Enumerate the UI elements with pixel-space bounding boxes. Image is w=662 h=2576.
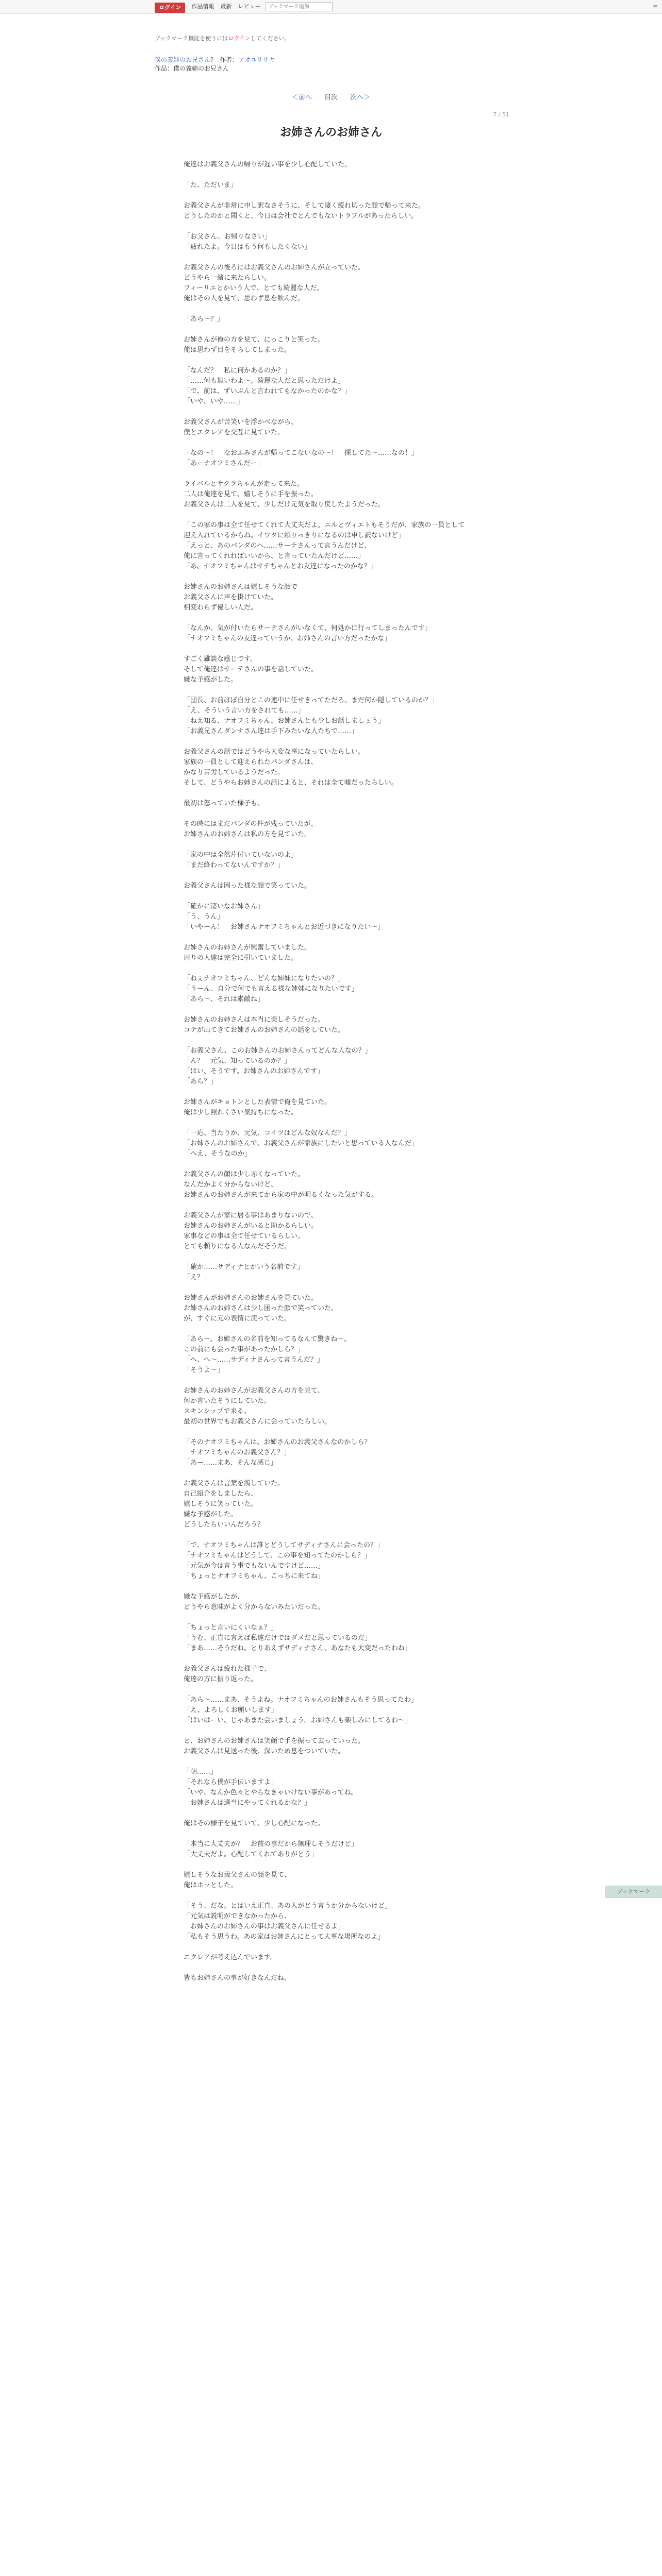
story-line: お姉さんのお姉さんが来てから家の中が明るくなった気がする。	[184, 1191, 378, 1199]
story-line: とても頼りになる人なんだそうだ。	[184, 1243, 291, 1250]
story-paragraph	[184, 1819, 493, 1829]
story-line: 「ねえ知る、ナオフミちゃん。お姉さんとも少しお話しましょう」	[184, 717, 385, 725]
story-line: その時にはまだパンダの件が残っていたが、	[184, 820, 318, 828]
story-line: ライバルとサクラちゃんが走って来た。	[184, 480, 304, 488]
story-line: 「お義父さん、このお姉さんのお姉さんってどんな人なの？」	[184, 1047, 372, 1055]
story-line: 「へ、へ〜……サディナさんって言うんだ？」	[184, 1356, 324, 1364]
story-paragraph	[184, 335, 493, 355]
story-paragraph	[184, 1293, 493, 1324]
story-line: 俺は少し照れくさい気持ちになった。	[184, 1109, 298, 1116]
story-line: 相変わらず優しい人だ。	[184, 604, 258, 612]
story-paragraph	[184, 1262, 493, 1283]
story-paragraph	[184, 1973, 493, 1984]
story-line: 自己紹介をしましたら、	[184, 1490, 258, 1498]
story-paragraph	[184, 1540, 493, 1582]
story-line: 「朝……」	[184, 1768, 218, 1776]
story-line: 「う、うん」	[184, 913, 224, 921]
story-line: 「ん？ 元気、知っているのか？」	[184, 1057, 291, 1065]
story-line: 「あーナオフミさんだー」	[184, 460, 264, 467]
floating-tab[interactable]: ブックマーク	[605, 1886, 662, 1898]
story-paragraph	[184, 314, 493, 325]
story-line: ナオフミちゃんのお義父さん？」	[184, 1449, 291, 1456]
series-link[interactable]: 僕の義姉のお兄さん?	[155, 56, 214, 63]
story-paragraph	[184, 1953, 493, 1963]
story-line: 「た、ただいま」	[184, 181, 238, 189]
story-line: 「元気は説明ができなかったから、	[184, 1912, 291, 1920]
story-line: 嬉しそうに笑っていた。	[184, 1500, 258, 1508]
story-paragraph	[184, 1128, 493, 1159]
story-paragraph	[184, 902, 493, 933]
story-line: 「あら〜？」	[184, 315, 224, 323]
story-paragraph	[184, 1097, 493, 1118]
story-line: 「あー……まあ、そんな感じ」	[184, 1459, 277, 1467]
story-line: 「はい、そうです。お姉さんのお姉さんです」	[184, 1067, 324, 1075]
story-line: 二人は俺達を見て、嬉しそうに手を振った。	[184, 490, 318, 498]
story-line: この前にも会った事があったかしら？」	[184, 1346, 304, 1353]
login-button[interactable]: ログイン	[155, 3, 185, 13]
story-line: 「確か……サディナとかいう名前です」	[184, 1263, 304, 1271]
menu-icon[interactable]: ≡	[652, 3, 658, 10]
story-line: 「え？」	[184, 1274, 211, 1281]
story-paragraph	[184, 1046, 493, 1087]
story-line: お姉さんがお姉さんのお姉さんを見ていた。	[184, 1294, 318, 1302]
login-notice	[155, 34, 290, 42]
author-label: 作者：	[220, 56, 239, 63]
story-paragraph	[184, 1211, 493, 1252]
author-link[interactable]: アオユリサヤ	[238, 56, 275, 63]
story-paragraph	[184, 799, 493, 809]
story-line: 嬉しそうなお義父さんの顔を見て、	[184, 1871, 291, 1879]
story-paragraph	[184, 696, 493, 737]
story-line: 家族の一員として迎えられたパンダさんは、	[184, 758, 318, 766]
story-line: 「この家の事は全て任せてくれて大丈夫だよ。ニルとヴィエトもそうだが、家族の一員として	[184, 521, 465, 529]
story-paragraph	[184, 1170, 493, 1200]
story-paragraph	[184, 623, 493, 644]
story-line: お義父さんに声を掛けていた。	[184, 594, 278, 601]
story-line: お姉さんのお姉さんは本当に楽しそうだった。	[184, 1016, 325, 1024]
story-line: お姉さんは適当にやってくれるかな？」	[184, 1799, 311, 1807]
story-line: エクレアが考え込んでいます。	[184, 1954, 277, 1961]
story-line: 「家の中は全然片付いていないのよ」	[184, 851, 298, 859]
story-line: 「疲れたよ。今日はもう何もしたくない」	[184, 243, 311, 251]
story-line: と、お姉さんのお姉さんは笑顔で手を振って去っていった。	[184, 1737, 365, 1745]
story-line: 何か言いたそうにしていた。	[184, 1397, 271, 1405]
story-paragraph	[184, 1437, 493, 1468]
story-line: 「大丈夫だよ。心配してくれてありがとう」	[184, 1851, 318, 1858]
story-line: お姉さんのお姉さんは嬉しそうな顔で	[184, 583, 298, 591]
story-paragraph	[184, 1767, 493, 1808]
story-line: お姉さんのお姉さんがいると助かるらしい。	[184, 1222, 318, 1230]
story-paragraph	[184, 1839, 493, 1860]
story-paragraph	[184, 1334, 493, 1376]
story-paragraph	[184, 582, 493, 613]
story-line: 僕とエクレアを交互に見ていた。	[184, 429, 285, 436]
story-line: 俺達の方に振り返った。	[184, 1675, 258, 1683]
story-line: 「元気が今は言う事でもないんですけど……」	[184, 1562, 325, 1570]
story-line: 「ちょっと言いにくいなぁ？」	[184, 1624, 278, 1632]
story-paragraph	[184, 180, 493, 191]
story-line: 「まだ終わってないんですか？」	[184, 861, 284, 869]
story-line: 「はいはーい、じゃあまた会いましょう。お姉さんも楽しみにしてるわ〜」	[184, 1717, 412, 1724]
story-line: 俺はその様子を見ていて、少し心配になった。	[184, 1820, 324, 1827]
story-line: 「ちょっとナオフミちゃん、こっちに来てね」	[184, 1572, 324, 1580]
story-line: 周りの人達は完全に引いていました。	[184, 954, 298, 962]
story-line: 「お義兄さんダンナさん達は手下みたいな人たちで……」	[184, 727, 358, 735]
story-line: 「確かに凄いなお姉さん」	[184, 903, 264, 910]
story-line: 「あらー、お姉さんの名前を知ってるなんて驚きね〜。	[184, 1335, 351, 1343]
story-paragraph	[184, 881, 493, 891]
story-paragraph	[184, 654, 493, 685]
story-line: お姉さんのお姉さんは私の方を見ていた。	[184, 831, 311, 838]
story-line: お義父さんの顔は少し赤くなっていた。	[184, 1171, 305, 1178]
story-line: 最初は怒っていた様子も、	[184, 800, 264, 807]
story-line: 「そう、だな。とはいえ正直、あの人がどう言うか分からないけど」	[184, 1902, 392, 1910]
story-line: お姉さんがキョトンとした表情で俺を見ていた。	[184, 1098, 332, 1106]
story-line: フィーリエとかいう人で、とても綺麗な人だ。	[184, 284, 324, 292]
story-paragraph	[184, 1695, 493, 1726]
story-paragraph	[184, 417, 493, 438]
story-paragraph	[184, 448, 493, 469]
story-paragraph	[184, 160, 493, 170]
story-paragraph	[184, 1386, 493, 1427]
story-line: 「なの〜！ なおふみさんが帰ってこないなの〜！ 探してた〜……なの！」	[184, 449, 419, 457]
story-line: 皆もお姉さんの事が好きなんだね。	[184, 1974, 291, 1982]
notice-suffix: してください。	[250, 35, 290, 42]
story-paragraph	[184, 1015, 493, 1036]
story-paragraph	[184, 520, 493, 572]
story-line: 「うーん、自分で何でも言える様な姉妹になりたいです」	[184, 985, 358, 993]
story-line: お姉さんのお姉さんの事はお義父さんに任せるよ」	[184, 1923, 345, 1930]
index-link[interactable]: 目次	[324, 94, 338, 101]
story-line: スキンシップで来る。	[184, 1408, 251, 1415]
story-line: お姉さんのお姉さんが興奮していました。	[184, 944, 311, 952]
story-paragraph	[184, 1870, 493, 1891]
story-line: お義父さんが家に居る事はあまりないので、	[184, 1212, 318, 1219]
story-line: 「一応、当たりか、元気、コイツはどんな奴なんだ？」	[184, 1129, 351, 1137]
story-line: 「あら〜、それは素敵ね」	[184, 995, 264, 1003]
story-paragraph	[184, 1664, 493, 1685]
story-paragraph	[184, 943, 493, 963]
story-line: 「なんか、気が付いたらサーテさんがいなくて、何処かに行ってしまったんです」	[184, 624, 432, 632]
story-paragraph	[184, 479, 493, 510]
story-line: 俺達はお義父さんの帰りが遅い事を少し心配していた。	[184, 161, 352, 168]
story-paragraph	[184, 1592, 493, 1613]
story-line: お義父さんは困った様な顔で笑っていた。	[184, 882, 311, 890]
story-line: 「あ、ナオフミちゃんはサテちゃんとお友達になったのかな？」	[184, 563, 377, 570]
story-line: 嫌な予感がしたが、	[184, 1593, 244, 1601]
story-line: 俺はその人を見て、思わず息を飲んだ。	[184, 295, 304, 302]
story-line: 「えっと、あのパンダのヘ……サーテさんって言うんだけど、	[184, 542, 371, 550]
story-line: すごく雑談な感じです。	[184, 655, 257, 663]
story-line: かなり苦労しているようだった。	[184, 769, 285, 776]
notice-prefix: ブックマーク機能を使うには	[155, 35, 228, 42]
story-line: 「へえ、そうなのか」	[184, 1150, 251, 1158]
story-line: 「それなら僕が手伝いますよ」	[184, 1778, 278, 1786]
story-line: そして、どうやらお姉さんの話によると、それは全て嘘だったらしい。	[184, 779, 398, 787]
nav-latest[interactable]: 最新	[220, 3, 232, 10]
story-line: 「あら？」	[184, 1078, 218, 1086]
chapter-title: お姉さんのお姉さん	[279, 126, 382, 139]
story-line: どうしたらいいんだろう？	[184, 1521, 264, 1529]
work-title: 作品：僕の義姉のお兄さん	[155, 65, 229, 72]
notice-login-link[interactable]: ログイン	[228, 35, 251, 42]
bookmark-input[interactable]	[266, 2, 333, 11]
story-line: お姉さんのお姉さんは少し困った顔で笑っていた。	[184, 1304, 338, 1312]
story-paragraph	[184, 1479, 493, 1530]
story-line: お義父さんが非常に申し訳なさそうに、そして凄く疲れ切った顔で帰って来た。	[184, 202, 425, 210]
prev-link[interactable]: ＜前へ	[291, 94, 312, 101]
story-paragraph	[184, 1623, 493, 1654]
story-line: お姉さんが俺の方を見て、にっこりと笑った。	[184, 336, 324, 344]
story-line: 俺はホッとした。	[184, 1882, 238, 1889]
story-line: 「……何も無いわよ〜。綺麗な人だと思っただけよ」	[184, 377, 345, 385]
story-paragraph	[184, 366, 493, 407]
story-body	[184, 160, 493, 1994]
story-paragraph	[184, 263, 493, 304]
story-line: 俺に言ってくれればいいから、と言っていたんだけど……」	[184, 552, 365, 560]
story-line: 「お父さん、お帰りなさい」	[184, 233, 271, 241]
story-line: お義父さんの話ではどうやら大変な事になっていたらしい。	[184, 748, 365, 756]
story-paragraph	[184, 819, 493, 840]
story-line: なんだかよく分からないけど、	[184, 1181, 278, 1189]
story-line: お義父さんが苦笑いを浮かべながら、	[184, 418, 298, 426]
story-line: 「私もそう思うわ。あの家はお姉さんにとって大事な場所なのよ」	[184, 1933, 385, 1941]
story-paragraph	[184, 232, 493, 252]
story-line: 「そのナオフミちゃんは、お姉さんのお義父さんなのかしら？	[184, 1438, 371, 1446]
story-line: お姉さんのお姉さんがお義父さんの方を見て、	[184, 1387, 324, 1395]
story-line: 「ねぇナオフミちゃん、どんな姉妹になりたいの？」	[184, 975, 345, 982]
pager-top	[0, 92, 662, 101]
story-line: どうやら一緒に来たらしい。	[184, 274, 271, 282]
story-line: が、すぐに元の表情に戻っていた。	[184, 1315, 291, 1323]
top-nav	[155, 0, 333, 13]
story-line: お義父さんは二人を見て、少しだけ元気を取り戻したようだった。	[184, 501, 385, 509]
story-line: コテが出てきてお姉さんのお姉さんの話をしていた。	[184, 1026, 345, 1034]
story-line: 「ナオフミちゃんはどうして、この事を知ってたのかしら？」	[184, 1552, 371, 1560]
story-line: どうやら意味がよく分からないみたいだった。	[184, 1603, 325, 1611]
story-line: 「で、前は、ずいぶんと言われてもなかったのかな？」	[184, 387, 351, 395]
story-line: 「あら〜……まあ、そうよね。ナオフミちゃんのお姉さんもそう思ってたわ」	[184, 1696, 418, 1704]
story-line: 「団長、お前ほぼ自分とこの連中に任せきってただろ。まだ何か隠しているのか？」	[184, 697, 439, 704]
story-line: 「で、ナオフミちゃんは誰とどうしてサディナさんに会ったの？」	[184, 1541, 384, 1549]
story-line: そして俺達はサーテさんの事を話していた。	[184, 666, 318, 673]
story-line: 嫌な予感がした。	[184, 676, 238, 684]
story-line: 家事などの事は全て任せているらしい。	[184, 1232, 305, 1240]
story-line: 最初の世界でもお義父さんに会っていたらしい。	[184, 1418, 332, 1426]
story-line: 「いや、いや……」	[184, 398, 244, 405]
story-paragraph	[184, 201, 493, 222]
story-line: 「ナオフミちゃんの友達っていうか、お姉さんの言い方だったかな」	[184, 635, 391, 642]
story-line: 「まあ……そうだね。とりあえずサディナさん、あなたも大変だったわね」	[184, 1645, 411, 1652]
story-paragraph	[184, 1901, 493, 1942]
story-line: お義父さんは見送った後、深いため息をついていた。	[184, 1748, 345, 1755]
story-line: 「本当に大丈夫か？ お前の事だから無理しそうだけど」	[184, 1840, 358, 1848]
story-line: 俺は思わず目をそらしてしまった。	[184, 346, 291, 354]
story-line: 「いや、なんか色々とやらなきゃいけない事があってね。	[184, 1789, 358, 1797]
story-line: 「うむ、正直に言えば私達だけではダメだと思っているのだ」	[184, 1634, 372, 1642]
story-paragraph	[184, 850, 493, 871]
story-line: お義父さんの後ろにはお義父さんのお姉さんが立っていた。	[184, 264, 365, 272]
story-line: 「お姉さんのお姉さんで、お義父さんが家族にしたいと思っている人なんだ」	[184, 1140, 418, 1147]
nav-review[interactable]: レビュー	[238, 3, 261, 10]
story-paragraph	[184, 747, 493, 788]
story-line: 「え、よろしくお願いします」	[184, 1706, 278, 1714]
story-line: お義父さんは疲れた様子で、	[184, 1665, 271, 1673]
story-line: 嫌な予感がした。	[184, 1511, 238, 1518]
story-paragraph	[184, 1736, 493, 1757]
top-navigation-bar	[0, 0, 662, 14]
story-line: 「いやーん！ お姉さんナオフミちゃんとお近づきになりたい〜」	[184, 923, 385, 931]
story-line: お義父さんは言葉を濁していた。	[184, 1480, 285, 1487]
story-line: 迎え入れているからね。イワタに頼りっきりになるのは申し訳ないけど」	[184, 532, 405, 539]
work-info	[155, 56, 275, 73]
story-line: 「なんだ？ 私に何かあるのか？」	[184, 367, 291, 375]
chapter-number: 7 / 51	[493, 111, 509, 118]
story-line: どうしたのかと聞くと、今日は会社でとんでもないトラブルがあったらしい。	[184, 212, 418, 220]
story-paragraph	[184, 974, 493, 1005]
story-line: 「そうよ〜」	[184, 1366, 224, 1374]
nav-work-info[interactable]: 作品情報	[191, 3, 214, 10]
story-line: 「え、そういう言い方をされても……」	[184, 707, 305, 715]
next-link[interactable]: 次へ＞	[350, 94, 371, 101]
